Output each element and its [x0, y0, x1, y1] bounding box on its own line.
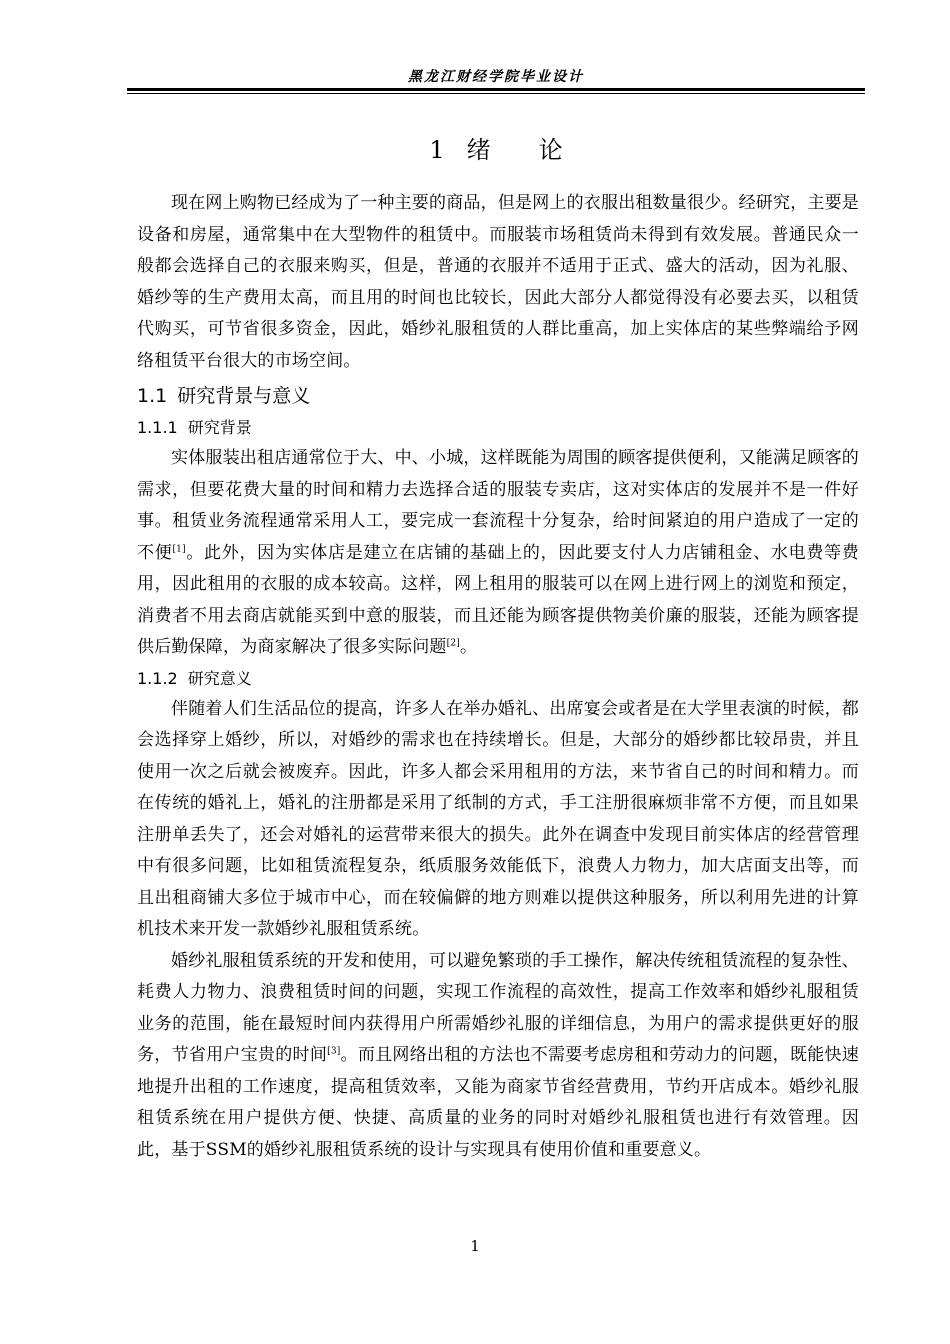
significance-text-a: 婚纱礼服租赁系统的开发和使用，可以避免繁琐的手工操作，解决传统租赁流程的复杂性、耗费人力物力、浪费租赁时间的问题，实现工作流程的高效性，提高工作效率和婚纱礼服租赁业务的范围，能在最短时间内获得用户所需婚纱礼服的详细信息，为用户的需求提供更好的服务，节省用户宝贵的时间: [137, 950, 859, 1065]
intro-paragraph: 现在网上购物已经成为了一种主要的商品，但是网上的衣服出租数量很少。经研究，主要是设备和房屋，通常集中在大型物件的租赁中。而服装市场租赁尚未得到有效发展。普通民众一般都会选择自己的衣服来购买，但是，普通的衣服并不适用于正式、盛大的活动，因为礼服、婚纱等的生产费用太高，而且用的时间也比较长，因此大部分人都觉得没有必要去买，以租赁代购买，可节省很多资金，因此，婚纱礼服租赁的人群比重高，加上实体店的某些弊端给予网络租赁平台很大的市场空间。: [137, 193, 859, 371]
chapter-title-char-1: 绪: [466, 136, 491, 164]
citation-3[interactable]: [3]: [327, 1046, 341, 1057]
header-rule-thin: [127, 93, 865, 94]
subsection-title: 研究意义: [187, 668, 252, 688]
background-text-c: 。: [459, 637, 478, 657]
header-rule-thick: [127, 88, 865, 91]
section-title: 研究背景与意义: [177, 385, 311, 407]
subsection-number: 1.1.2: [137, 668, 178, 688]
subsection-title: 研究背景: [187, 418, 252, 437]
page-number: 1: [470, 1237, 480, 1255]
citation-2[interactable]: [2]: [446, 638, 460, 649]
background-text-b: 。此外，因为实体店是建立在店铺的基础上的，因此要支付人力店铺租金、水电费等费用，因此租用的衣服的成本较高。这样，网上租用的服装可以在网上进行网上的浏览和预定，消费者不用去商店就能买到中意的服装，而且还能为顾客提供物美价廉的服装，还能为顾客提供后勤保障，为商家解决了很多实际问题: [137, 542, 859, 657]
subsection-number: 1.1.1: [137, 418, 178, 437]
body-content: [137, 188, 859, 1166]
chapter-title-char-2: 论: [538, 136, 563, 164]
subsection-heading-1-1-1: [137, 413, 859, 443]
chapter-number: 1: [429, 136, 445, 164]
section-number: 1.1: [137, 385, 168, 407]
running-header: 黑龙江财经学院毕业设计: [408, 69, 584, 85]
significance-text-b: 。而且网络出租的方法也不需要考虑房租和劳动力的问题，既能快速地提升出租的工作速度，提高租赁效率，又能为商家节省经营费用，节约开店成本。婚纱礼服租赁系统在用户提供方便、快捷、高质量的业务的同时对婚纱礼服租赁也进行有效管理。因此，基于SSM的婚纱礼服租赁系统的设计与实现具有使用价值和重要意义。: [137, 1045, 859, 1160]
citation-1[interactable]: [1]: [172, 543, 186, 554]
section-heading-1-1: [137, 379, 859, 413]
significance-paragraph-2: [137, 946, 859, 1167]
significance-paragraph-1: 伴随着人们生活品位的提高，许多人在举办婚礼、出席宴会或者是在大学里表演的时候，都会选择穿上婚纱，所以，对婚纱的需求也在持续增长。但是，大部分的婚纱都比较昂贵，并且使用一次之后就会被废弃。因此，许多人都会采用租用的方法，来节省自己的时间和精力。而在传统的婚礼上，婚礼的注册都是采用了纸制的方式，手工注册很麻烦非常不方便，而且如果注册单丢失了，还会对婚礼的运营带来很大的损失。此外在调查中发现目前实体店的经营管理中有很多问题，比如租赁流程复杂，纸质服务效能低下，浪费人力物力，加大店面支出等，而且出租商铺大多位于城市中心，而在较偏僻的地方则难以提供这种服务，所以利用先进的计算机技术来开发一款婚纱礼服租赁系统。: [137, 698, 859, 939]
subsection-heading-1-1-2: [137, 664, 859, 694]
chapter-title: [127, 133, 865, 167]
background-text-a: 实体服装出租店通常位于大、中、小城，这样既能为周围的顾客提供便利，又能满足顾客的需求，但要花费大量的时间和精力去选择合适的服装专卖店，这对实体店的发展并不是一件好事。租赁业务流程通常采用人工，要完成一套流程十分复杂，给时间紧迫的用户造成了一定的不便: [137, 448, 859, 563]
background-paragraph: [137, 443, 859, 664]
